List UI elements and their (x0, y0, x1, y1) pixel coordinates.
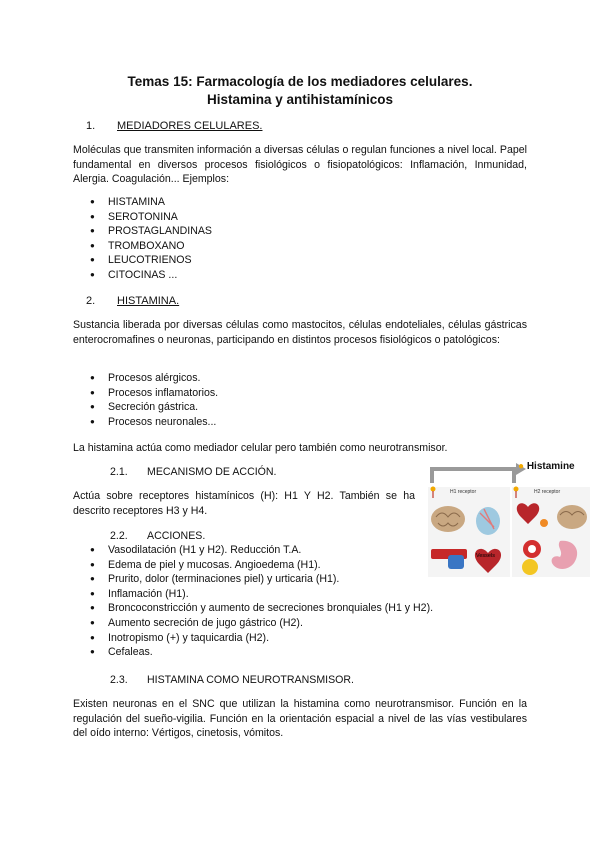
vessel-cell-icon (448, 555, 464, 569)
histamine-receptor-figure (428, 461, 590, 579)
sub23-title: HISTAMINA COMO NEUROTRANSMISOR. (147, 674, 354, 686)
h1-receptor-label: H1 receptor (450, 489, 477, 495)
section1-paragraph: Moléculas que transmiten información a diversas células o regulan funciones a nivel local. Papel fundamental en diversos procesos fisiológicos o fisiopatológicos: Inflamación, Inmunidad, Alergia. Coagulación... Ejemplos: (73, 144, 527, 186)
h1-panel (428, 487, 510, 577)
section1-list (90, 195, 212, 283)
vessel-label: Vessels (476, 553, 495, 559)
section2-number: 2. (86, 295, 96, 307)
list-item: ● TROMBOXANO (90, 239, 212, 254)
list-item: ● Edema de piel y mucosas. Angioedema (H1). (90, 558, 433, 573)
list-item: ● Inflamación (H1). (90, 587, 433, 602)
list-item: ● LEUCOTRIENOS (90, 253, 212, 268)
list-item: ● Inotropismo (+) y taquicardia (H2). (90, 631, 433, 646)
sub21-paragraph: Actúa sobre receptores histamínicos (H): H1 Y H2. También se ha descrito receptores H3 y H4. (73, 490, 415, 517)
arrow-shape (432, 469, 516, 483)
list-item: ● Secreción gástrica. (90, 400, 218, 415)
list-item: ● Procesos neuronales... (90, 415, 218, 430)
list-item: ● HISTAMINA (90, 195, 212, 210)
list-item: ● Broncoconstricción y aumento de secreciones bronquiales (H1 y H2). (90, 601, 433, 616)
section1-number: 1. (86, 120, 96, 132)
list-item: ● CITOCINAS ... (90, 268, 212, 283)
sub21-title: MECANISMO DE ACCIÓN. (147, 466, 277, 478)
sub23-paragraph: Existen neuronas en el SNC que utilizan la histamina como neurotransmisor. Función en la regulación del sueño-vigilia. Función en la orientación espacial a nivel de las vías vestibulares del oído interno: Vértigos, cinetosis, vómitos. (73, 698, 527, 740)
granule-cell-icon (522, 559, 538, 575)
section2-closing: La histamina actúa como mediador celular pero también como neurotransmisor. (73, 442, 448, 454)
list-item: ● PROSTAGLANDINAS (90, 224, 212, 239)
sub23-number: 2.3. (110, 674, 128, 686)
list-item: ● Vasodilatación (H1 y H2). Reducción T.A. (90, 543, 433, 558)
receptor-pin-icon (431, 487, 436, 492)
cell-icon (540, 519, 548, 527)
list-item: ● Aumento secreción de jugo gástrico (H2). (90, 616, 433, 631)
sub23-heading (110, 673, 354, 687)
receptor-pin-icon-2 (514, 487, 519, 492)
sub22-title: ACCIONES. (147, 530, 206, 542)
figure-title: ● Histamine (518, 461, 575, 472)
section2-title: HISTAMINA. (117, 295, 180, 307)
list-item: ● Cefaleas. (90, 645, 433, 660)
list-item: ● Prurito, dolor (terminaciones piel) y urticaria (H1). (90, 572, 433, 587)
section2-paragraph: Sustancia liberada por diversas células como mastocitos, células endoteliales, células gástricas enterocromafines o neuronas, participando en distintos procesos fisiológicos o patológicos: (73, 319, 527, 346)
list-item: ● SEROTONINA (90, 210, 212, 225)
brain-icon-2 (557, 505, 587, 529)
sub22-number: 2.2. (110, 530, 128, 542)
brain-icon (431, 506, 465, 532)
sub21-heading (110, 465, 277, 479)
section1-title: MEDIADORES CELULARES. (117, 120, 263, 132)
list-item: ● Procesos alérgicos. (90, 371, 218, 386)
document-title-line1: Temas 15: Farmacología de los mediadores celulares. (127, 74, 473, 89)
document-title-line2: Histamina y antihistamínicos (206, 92, 394, 107)
section2-list (90, 371, 218, 429)
h2-receptor-label: H2 receptor (534, 489, 561, 495)
sub21-number: 2.1. (110, 466, 128, 478)
sub22-list (90, 543, 433, 660)
histamine-figure-graphic (428, 461, 590, 579)
list-item: ● Procesos inflamatorios. (90, 386, 218, 401)
sub22-heading (110, 529, 205, 543)
